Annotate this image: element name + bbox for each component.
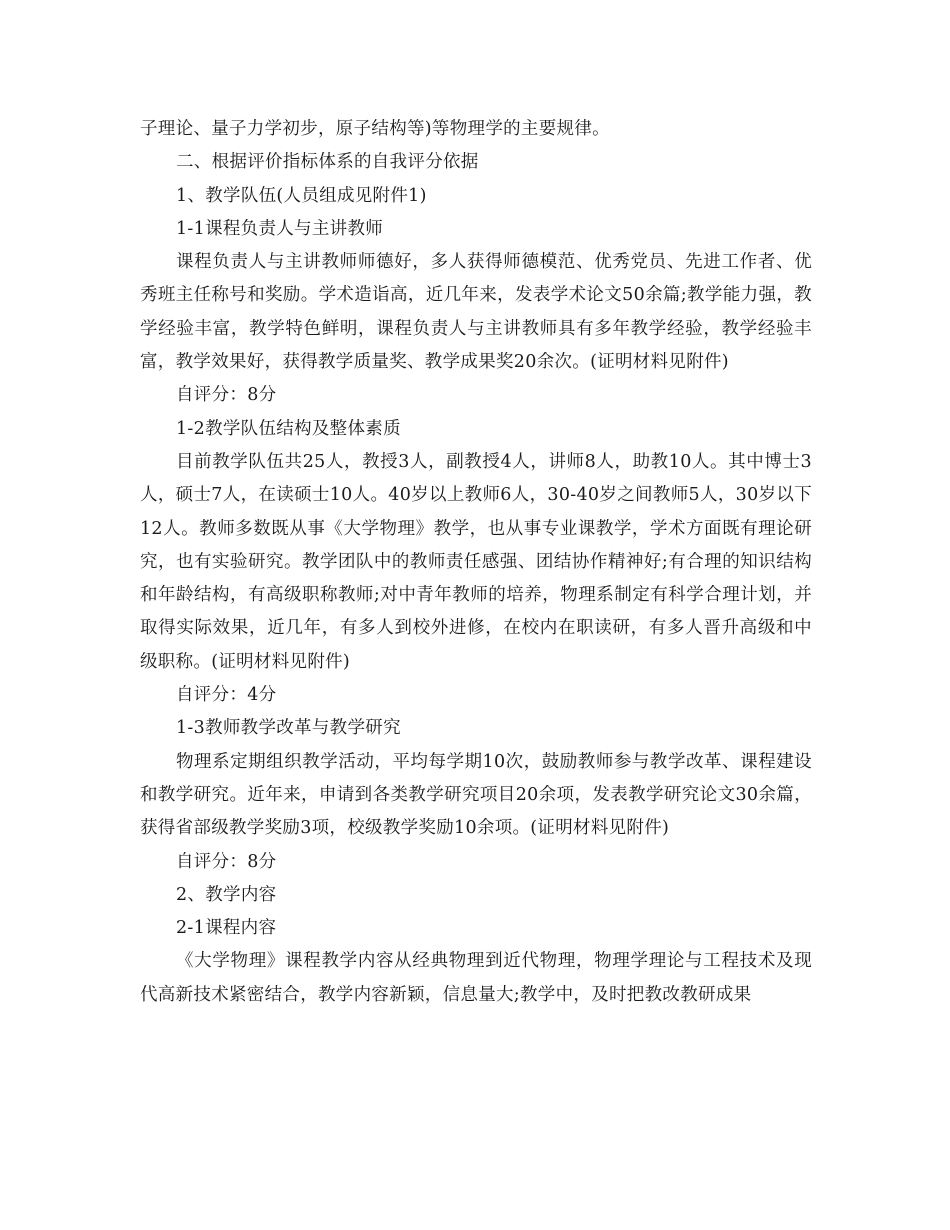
paragraph: 物理系定期组织教学活动，平均每学期10次，鼓励教师参与教学改革、课程建设和教学研究。近年来，申请到各类教学研究项目20余项，发表教学研究论文30余篇，获得省部级教学奖励3项，校级教学奖励10余项。(证明材料见附件) <box>140 751 812 839</box>
self-score: 自评分：4分 <box>176 685 277 706</box>
paragraph: 子理论、量子力学初步，原子结构等)等物理学的主要规律。 <box>140 119 610 139</box>
section-heading: 二、根据评价指标体系的自我评分依据 <box>176 152 479 173</box>
paragraph: 目前教学队伍共25人，教授3人，副教授4人，讲师8人，助教10人。其中博士3人，硕士7人，在读硕士10人。40岁以上教师6人，30-40岁之间教师5人，30岁以下12人。教师多数既从事《大学物理》教学，也从事专业课教学，学术方面既有理论研究，也有实验研究。教学团队中的教师责任感强、团结协作精神好;有合理的知识结构和年龄结构，有高级职称教师;对中青年教师的培养，物理系制定有科学合理计划，并取得实际效果，近几年，有多人到校外进修，在校内在职读研，有多人晋升高级和中级职称。(证明材料见附件) <box>140 451 812 672</box>
item-heading: 2-1课程内容 <box>176 918 277 939</box>
subsection-heading: 1、教学队伍(人员组成见附件1) <box>176 185 427 206</box>
document-body <box>140 113 812 1012</box>
item-heading: 1-1课程负责人与主讲教师 <box>176 218 384 239</box>
item-heading: 1-3教师教学改革与教学研究 <box>176 718 401 739</box>
self-score: 自评分：8分 <box>176 385 277 406</box>
item-heading: 1-2教学队伍结构及整体素质 <box>176 418 401 439</box>
paragraph: 课程负责人与主讲教师师德好，多人获得师德模范、优秀党员、先进工作者、优秀班主任称号和奖励。学术造诣高，近几年来，发表学术论文50余篇;教学能力强，教学经验丰富，教学特色鲜明，课程负责人与主讲教师具有多年教学经验，教学经验丰富，教学效果好，获得教学质量奖、教学成果奖20余次。(证明材料见附件) <box>140 252 812 373</box>
subsection-heading: 2、教学内容 <box>176 884 277 905</box>
self-score: 自评分：8分 <box>176 851 277 872</box>
paragraph: 《大学物理》课程教学内容从经典物理到近代物理，物理学理论与工程技术及现代高新技术紧密结合，教学内容新颖，信息量大;教学中，及时把教改教研成果 <box>140 951 812 1005</box>
